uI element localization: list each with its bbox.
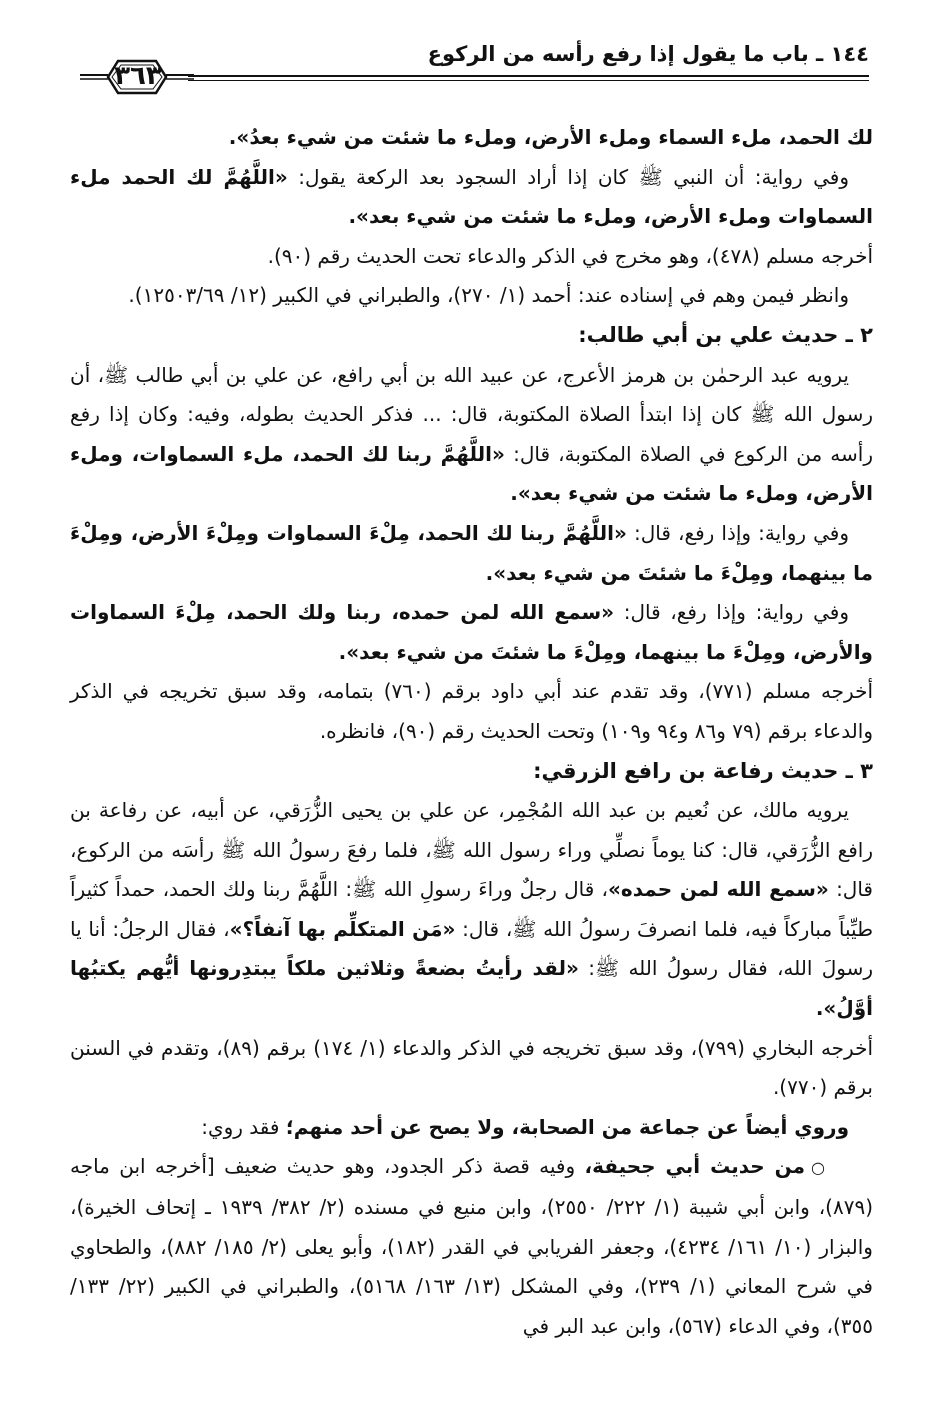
- takhrij-text: أخرجه مسلم (٤٧٨)، وهو مخرج في الذكر والدعاء تحت الحديث رقم (٩٠).: [267, 243, 873, 268]
- narration-text: ، قال رجلٌ وراءَ رسولِ الله ﷺ: اللَّهُمَّ ربنا ولك الحمد، حمداً كثيراً طيِّباً مباركاً فيه، فلما انصرفَ رسولُ الله ﷺ، قال:: [70, 877, 874, 941]
- paragraph-7: [70, 593, 873, 672]
- hadith-text: «اللَّهُمَّ ربنا لك الحمد، مِلْءَ السماوات ومِلْءَ الأرض، ومِلْءَ ما بينهما، ومِلْءَ ما شئتَ من شيء بعد».: [70, 520, 873, 585]
- reference-text: وانظر فيمن وهم في إسناده عند: أحمد (١/ ٢٧٠)، والطبراني في الكبير (١٢/ ١٢٥٠٣/٦٩).: [128, 283, 849, 308]
- page-header: [78, 40, 869, 100]
- narration-text: ، فقال الرجلُ: أنا يا رسولَ الله، فقال رسولُ الله ﷺ:: [70, 916, 873, 981]
- narration-text: فقد روي:: [201, 1114, 286, 1139]
- paragraph-3: [70, 237, 873, 277]
- narration-text: وفي رواية: وإذا رفع، قال:: [614, 600, 849, 625]
- hadith-text: لك الحمد، ملء السماء وملء الأرض، وملء ما شئت من شيء بعدُ».: [228, 125, 873, 149]
- page-body: [70, 118, 873, 1346]
- narration-text: يرويه عبد الرحمٰن بن هرمز الأعرج، عن عبيد الله بن أبي رافع، عن علي بن أبي طالب ﷺ، أن رسول الله ﷺ كان إذا ابتدأ الصلاة المكتوبة، قال: ... فذكر الحديث بطوله، وفيه: وكان إذا رفع رأسه من الركوع في الصلاة المكتوبة، قال:: [70, 362, 873, 466]
- hadith-text: «لقد رأيتُ بضعةً وثلاثين ملكاً يبتدِرونها أيُّهم يكتبُها أوَّلُ».: [70, 956, 873, 1021]
- paragraph-4: [70, 276, 873, 316]
- paragraph-11: [70, 1108, 873, 1148]
- narration-text: يرويه مالك، عن نُعيم بن عبد الله المُجْمِر، عن علي بن يحيى الزُّرَقي، عن أبيه، عن رفاعة بن رافع الزُّرَقي، قال: كنا يوماً نصلِّي وراء رسول الله ﷺ، فلما رفعَ رسولُ الله ﷺ رأسَه من الركوع، قال:: [70, 798, 873, 902]
- paragraph-2: [70, 158, 873, 237]
- page-number: ٣٦٣: [114, 61, 162, 91]
- paragraph-8: [70, 672, 873, 751]
- hadith-text: «سمع الله لمن حمده»: [608, 877, 829, 902]
- paragraph-10: [70, 1029, 873, 1108]
- takhrij-text: أخرجه البخاري (٧٩٩)، وقد سبق تخريجه في الذكر والدعاء (١/ ١٧٤) برقم (٨٩)، وتقدم في السنن برقم (٧٧٠).: [70, 1035, 874, 1100]
- hadith-text: «اللَّهُمَّ لك الحمد ملء السماوات وملء الأرض، وملء ما شئت من شيء بعد».: [70, 164, 873, 229]
- paragraph-12: [70, 1147, 873, 1346]
- narration-text: وفي رواية: أن النبي ﷺ كان إذا أراد السجود بعد الركعة يقول:: [287, 164, 849, 189]
- paragraph-6: [70, 514, 873, 593]
- narration-text: وفي رواية: وإذا رفع، قال:: [626, 520, 849, 545]
- section-heading-label: ٣ ـ حديث رفاعة بن رافع الزرقي:: [533, 758, 873, 783]
- paragraph-9: [70, 791, 873, 1029]
- takhrij-text: وفيه قصة ذكر الجدود، وهو حديث ضعيف [أخرجه ابن ماجه (٨٧٩)، وابن أبي شيبة (١/ ٢٢٢/ ٢٥٥٠)، وابن منيع في مسنده (٢/ ٣٨٢/ ١٩٣٩ ـ إتحاف الخيرة)، والبزار (١٠/ ١٦١/ ٤٢٣٤)، وجعفر الفريابي في القدر (١٨٢)، وأبو يعلى (٢/ ١٨٥/ ٨٨٢)، والطحاوي في شرح المعاني (١/ ٢٣٩)، وفي المشكل (١٣/ ١٦٣/ ٥١٦٨)، والطبراني في الكبير (٢٢/ ١٣٣/ ٣٥٥)، وفي الدعاء (٥٦٧)، وابن عبد البر في: [70, 1154, 873, 1338]
- section-heading-label: ٢ ـ حديث علي بن أبي طالب:: [578, 322, 873, 347]
- page-number-ornament: [78, 56, 196, 98]
- paragraph-5: [70, 356, 873, 514]
- hadith-text: «سمع الله لمن حمده، ربنا ولك الحمد، مِلْءَ السماوات والأرض، ومِلْءَ ما بينهما، ومِلْءَ ما شئتَ من شيء بعد».: [70, 600, 873, 664]
- hadith-text: «اللَّهُمَّ ربنا لك الحمد، ملء السماوات، وملء الأرض، وملء ما شئت من شيء بعد».: [70, 441, 873, 506]
- paragraph-1: [70, 118, 873, 158]
- hadith-text: «مَن المتكلِّم بها آنفاً؟»: [229, 916, 456, 941]
- header-rule: [188, 75, 869, 81]
- takhrij-text: أخرجه مسلم (٧٧١)، وقد تقدم عند أبي داود برقم (٧٦٠) بتمامه، وقد سبق تخريجه في الذكر والدعاء برقم (٧٩ و٨٦ و٩٤ و١٠٩) وتحت الحديث رقم (٩٠)، فانظره.: [70, 679, 874, 743]
- hadith-source-label: من حديث أبي جحيفة،: [584, 1154, 806, 1179]
- bullet-circle-icon: ○: [811, 1158, 825, 1178]
- summary-text: وروي أيضاً عن جماعة من الصحابة، ولا يصح عن أحد منهم؛: [285, 1114, 849, 1139]
- section-heading-rifaah: [70, 752, 873, 792]
- section-heading-ali: [70, 316, 873, 356]
- chapter-title: ١٤٤ ـ باب ما يقول إذا رفع رأسه من الركوع: [427, 42, 869, 66]
